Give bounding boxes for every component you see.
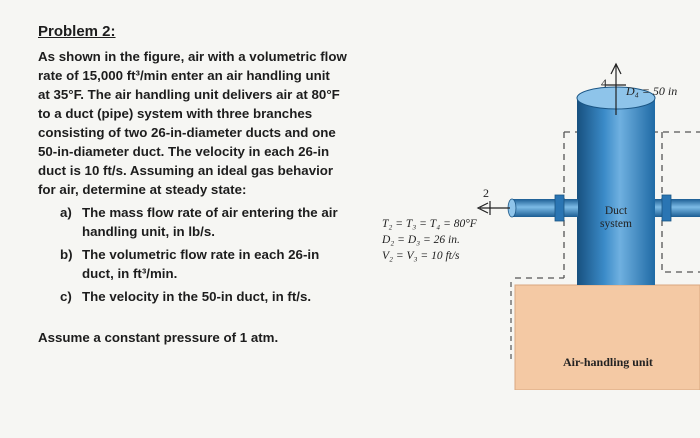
- intro-line: 50-in-diameter duct. The velocity in each 26-in: [38, 144, 330, 159]
- equation-line: V₂ = V₃ = 10 ft/s: [382, 250, 460, 262]
- equation-line: T₂ = T₃ = T₄ = 80°F: [382, 218, 477, 230]
- part-line: The mass flow rate of air entering the air: [82, 205, 338, 220]
- part-line: The volumetric flow rate in each 26-in: [82, 247, 320, 262]
- question-parts: [60, 203, 368, 306]
- branch-duct-2: [512, 199, 578, 217]
- question-part-a: [60, 203, 368, 241]
- part-label: b): [60, 247, 73, 262]
- main-duct: [577, 98, 655, 285]
- air-handling-unit-label: Air-handling unit: [563, 355, 653, 369]
- problem-title: Problem 2:: [38, 23, 116, 40]
- intro-line: duct is 10 ft/s. Assuming an ideal gas behavior: [38, 163, 334, 178]
- duct-label-line: Duct: [604, 205, 628, 217]
- diameter-4-label: D₄ = 50 in: [626, 84, 678, 98]
- problem-text: [38, 22, 368, 347]
- station-4-label: 4: [601, 76, 607, 90]
- intro-line: rate of 15,000 ft³/min enter an air handling unit: [38, 68, 330, 83]
- duct-label-line: system: [600, 218, 632, 230]
- duct-system-label: [594, 205, 638, 231]
- problem-intro: [38, 47, 368, 199]
- air-handling-unit: [515, 285, 700, 390]
- intro-line: to a duct (pipe) system with three branches: [38, 106, 313, 121]
- intro-line: at 35°F. The air handling unit delivers air at 80°F: [38, 87, 340, 102]
- intro-line: consisting of two 26-in-diameter ducts and one: [38, 125, 336, 140]
- part-line: handling unit, in lb/s.: [82, 224, 215, 239]
- assumption-text: Assume a constant pressure of 1 atm.: [38, 330, 279, 345]
- part-label: a): [60, 205, 72, 220]
- question-part-b: [60, 245, 368, 283]
- intro-line: for air, determine at steady state:: [38, 182, 247, 197]
- part-line: duct, in ft³/min.: [82, 266, 178, 281]
- equation-line: D₂ = D₃ = 26 in.: [382, 234, 460, 246]
- duct-system-figure: [372, 60, 700, 390]
- part-label: c): [60, 289, 72, 304]
- part-line: The velocity in the 50-in duct, in ft/s.: [82, 289, 312, 304]
- question-part-c: [60, 287, 368, 306]
- station-2-label: 2: [483, 186, 489, 200]
- intro-line: As shown in the figure, air with a volumetric flow: [38, 49, 347, 64]
